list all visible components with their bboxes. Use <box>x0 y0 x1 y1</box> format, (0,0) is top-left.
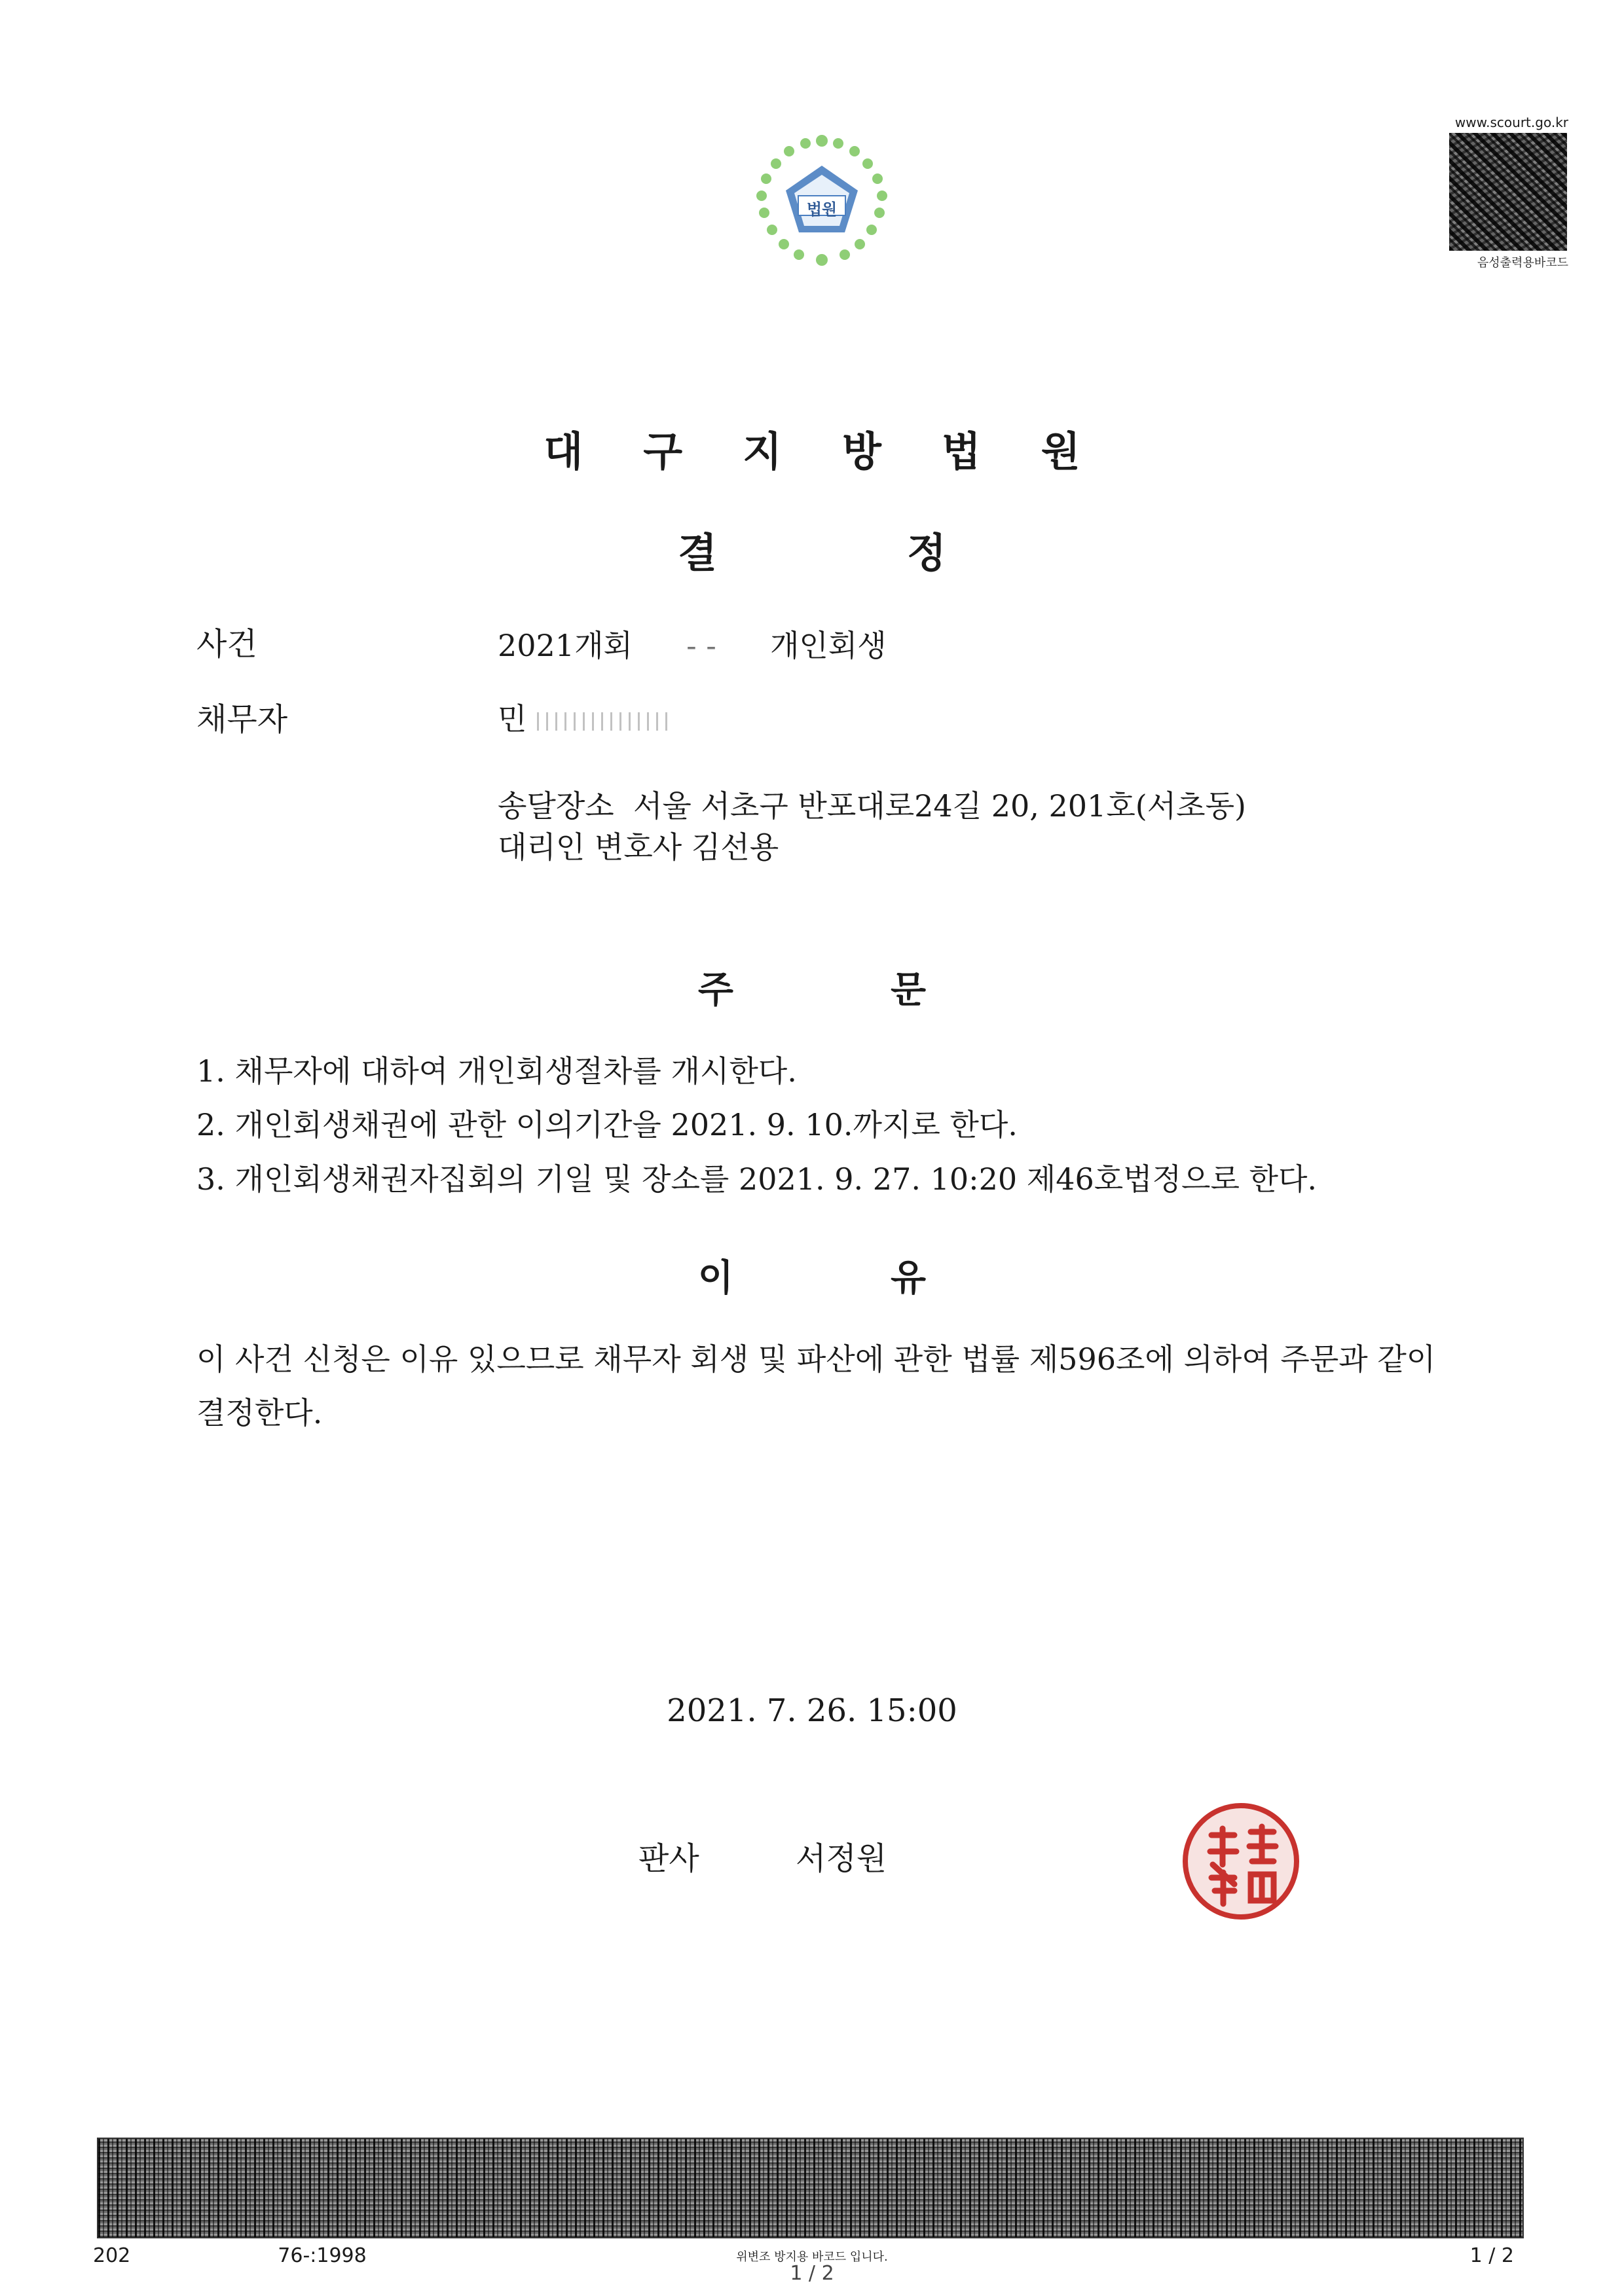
delivery-address: 송달장소 서울 서초구 반포대로24길 20, 201호(서초동) <box>498 788 1246 824</box>
reason-text: 이 사건 신청은 이유 있으므로 채무자 회생 및 파산에 관한 법률 제596조에 의하여 주문과 같이 결정한다. <box>196 1341 1436 1430</box>
judge-title: 판사 <box>638 1840 699 1877</box>
qr-code-block <box>1437 115 1568 270</box>
court-name: 대구지방법원 <box>544 428 1141 475</box>
judge-name: 서정원 <box>796 1840 887 1877</box>
order-item: 2. 개인회생채권에 관한 이의기간을 2021. 9. 10.까지로 한다. <box>196 1107 1018 1142</box>
case-number: 2021개회 <box>498 628 633 663</box>
debtor-name-text: 민 <box>498 701 527 737</box>
case-type: 개인회생 <box>769 628 887 663</box>
reason-heading: 이유 <box>697 1256 1084 1300</box>
case-value <box>498 622 887 665</box>
document-title: 결정 <box>678 529 1136 577</box>
judge-line <box>638 1833 887 1878</box>
case-number-masked: - - <box>686 628 716 663</box>
page-number-center: 1 / 2 <box>790 2262 834 2285</box>
barcode-caption: 위변조 방지용 바코드 입니다. <box>736 2250 888 2264</box>
page-number-right: 1 / 2 <box>1469 2244 1514 2267</box>
debtor-name <box>498 695 668 738</box>
anti-forgery-barcode <box>97 2138 1524 2238</box>
order-item: 3. 개인회생채권자집회의 기일 및 장소를 2021. 9. 27. 10:20 제46호법정으로 한다. <box>196 1161 1318 1197</box>
footer-doc-prefix: 202 <box>93 2244 131 2267</box>
qr-code-icon <box>1449 133 1567 251</box>
legal-agent: 대리인 변호사 김선용 <box>498 829 779 865</box>
case-label: 사건 <box>196 626 257 663</box>
qr-caption: 음성출력용바코드 <box>1477 256 1568 270</box>
order-heading: 주문 <box>697 968 1084 1011</box>
footer-doc-suffix: 76-:1998 <box>278 2244 367 2267</box>
emblem-text: 법원 <box>806 200 838 219</box>
judge-seal-icon <box>1179 1799 1303 1923</box>
debtor-label: 채무자 <box>196 701 288 738</box>
order-item: 1. 채무자에 대하여 개인회생절차를 개시한다. <box>196 1053 797 1089</box>
decision-date: 2021. 7. 26. 15:00 <box>667 1692 957 1729</box>
qr-url: www.scourt.go.kr <box>1454 115 1568 130</box>
debtor-name-redaction <box>537 712 668 731</box>
